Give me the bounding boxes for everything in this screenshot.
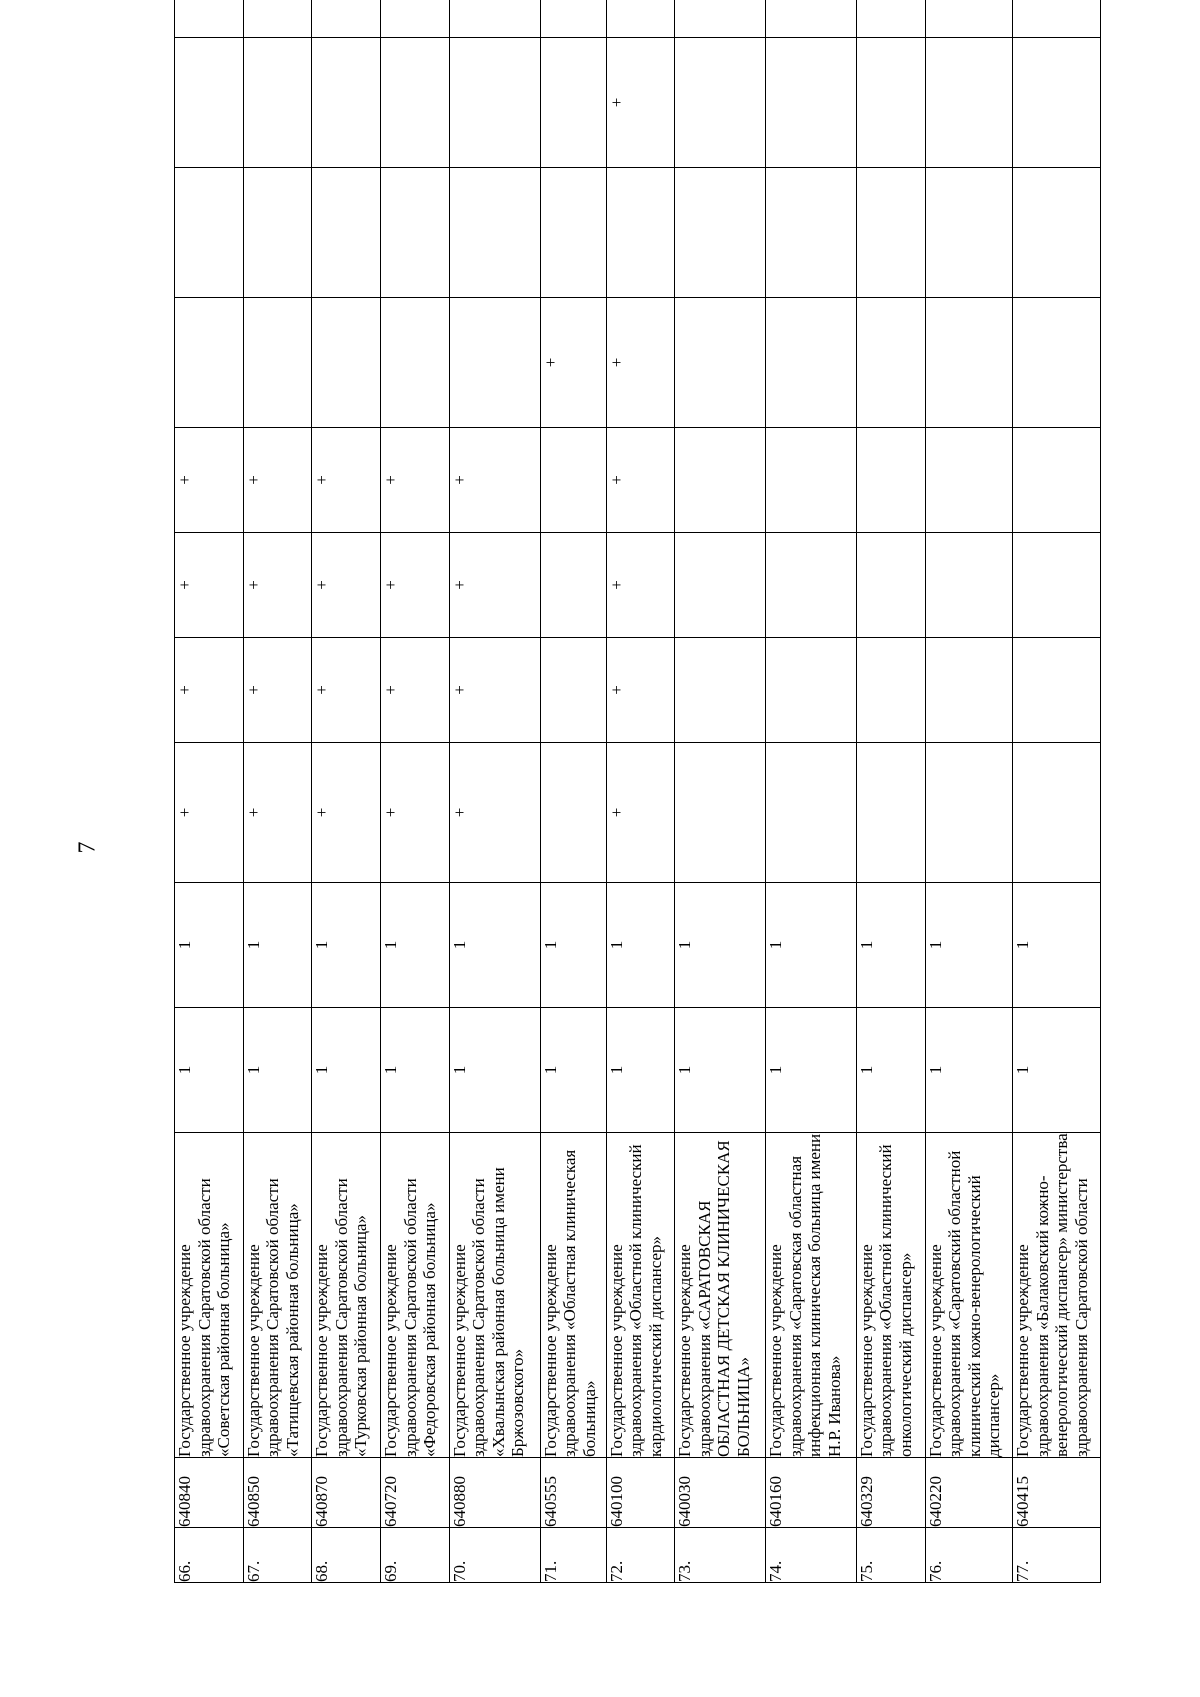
row-number: 71.: [540, 1528, 606, 1583]
institutions-table: [174, 0, 1101, 1583]
mark-cell: +: [243, 533, 312, 638]
mark-cell: [675, 298, 766, 428]
mark-cell: [381, 38, 450, 168]
table-row: [540, 0, 606, 1583]
mark-cell: [1013, 298, 1101, 428]
mark-cell: [856, 533, 925, 638]
mark-cell: [766, 298, 857, 428]
mark-cell: +: [175, 533, 244, 638]
institution-code: 640160: [766, 1458, 857, 1528]
table-row: [606, 0, 675, 1583]
mark-cell: [925, 298, 1013, 428]
row-number: 77.: [1013, 1528, 1101, 1583]
value-cell: 1: [540, 1008, 606, 1133]
mark-cell: [925, 0, 1013, 38]
mark-cell: +: [449, 638, 540, 743]
mark-cell: [675, 168, 766, 298]
table-row: [1013, 0, 1101, 1583]
mark-cell: +: [449, 533, 540, 638]
value-cell: 1: [312, 883, 381, 1008]
mark-cell: +: [606, 298, 675, 428]
institution-code: 640720: [381, 1458, 450, 1528]
mark-cell: [856, 168, 925, 298]
value-cell: 1: [856, 883, 925, 1008]
mark-cell: [766, 0, 857, 38]
institution-code: 640415: [1013, 1458, 1101, 1528]
institution-code: 640329: [856, 1458, 925, 1528]
mark-cell: [175, 38, 244, 168]
mark-cell: [381, 0, 450, 38]
mark-cell: [381, 168, 450, 298]
value-cell: 1: [675, 883, 766, 1008]
institution-name: Государственное учреждение здравоохранения «Саратовский областной клинический кожно-венерологический диспансер»: [925, 1133, 1013, 1458]
mark-cell: [312, 0, 381, 38]
mark-cell: [381, 298, 450, 428]
table-body: [175, 0, 1101, 1583]
row-number: 68.: [312, 1528, 381, 1583]
mark-cell: +: [606, 533, 675, 638]
institution-name: Государственное учреждение здравоохранения «Саратовская областная инфекционная клиническая больница имени Н.Р. Иванова»: [766, 1133, 857, 1458]
mark-cell: [675, 0, 766, 38]
value-cell: 1: [1013, 883, 1101, 1008]
mark-cell: [312, 168, 381, 298]
institution-code: 640880: [449, 1458, 540, 1528]
mark-cell: [925, 638, 1013, 743]
mark-cell: [1013, 638, 1101, 743]
mark-cell: [856, 38, 925, 168]
mark-cell: [312, 298, 381, 428]
institution-name: Государственное учреждение здравоохранения Саратовской области «Федоровская районная больница»: [381, 1133, 450, 1458]
mark-cell: +: [175, 638, 244, 743]
value-cell: 1: [766, 1008, 857, 1133]
mark-cell: [312, 38, 381, 168]
institution-code: 640220: [925, 1458, 1013, 1528]
mark-cell: +: [606, 743, 675, 883]
mark-cell: [675, 533, 766, 638]
value-cell: 1: [606, 1008, 675, 1133]
mark-cell: [766, 638, 857, 743]
mark-cell: [540, 0, 606, 38]
row-number: 69.: [381, 1528, 450, 1583]
row-number: 70.: [449, 1528, 540, 1583]
mark-cell: [449, 0, 540, 38]
table-row: [312, 0, 381, 1583]
table-row: [381, 0, 450, 1583]
value-cell: 1: [175, 1008, 244, 1133]
mark-cell: [243, 168, 312, 298]
mark-cell: [925, 38, 1013, 168]
mark-cell: [675, 38, 766, 168]
row-number: 76.: [925, 1528, 1013, 1583]
mark-cell: [675, 638, 766, 743]
value-cell: 1: [856, 1008, 925, 1133]
mark-cell: +: [312, 638, 381, 743]
mark-cell: [606, 168, 675, 298]
institution-code: 640555: [540, 1458, 606, 1528]
institution-name: Государственное учреждение здравоохранения Саратовской области «Татищевская районная больница»: [243, 1133, 312, 1458]
mark-cell: +: [243, 743, 312, 883]
mark-cell: [449, 298, 540, 428]
mark-cell: [1013, 168, 1101, 298]
institution-name: Государственное учреждение здравоохранения Саратовской области «Советская районная больница»: [175, 1133, 244, 1458]
mark-cell: [606, 0, 675, 38]
value-cell: 1: [449, 1008, 540, 1133]
row-number: 74.: [766, 1528, 857, 1583]
mark-cell: [856, 638, 925, 743]
value-cell: 1: [381, 1008, 450, 1133]
institution-name: Государственное учреждение здравоохранения Саратовской области «Хвалынская районная больница имени Бржозовского»: [449, 1133, 540, 1458]
institution-code: 640030: [675, 1458, 766, 1528]
value-cell: 1: [175, 883, 244, 1008]
mark-cell: +: [381, 638, 450, 743]
row-number: 75.: [856, 1528, 925, 1583]
mark-cell: +: [312, 533, 381, 638]
table-row: [449, 0, 540, 1583]
row-number: 67.: [243, 1528, 312, 1583]
mark-cell: +: [175, 428, 244, 533]
mark-cell: [243, 298, 312, 428]
table-row: [766, 0, 857, 1583]
mark-cell: [540, 428, 606, 533]
mark-cell: [1013, 0, 1101, 38]
mark-cell: [766, 428, 857, 533]
institution-code: 640850: [243, 1458, 312, 1528]
mark-cell: [540, 743, 606, 883]
table-wrapper: [174, 97, 1101, 1583]
mark-cell: +: [243, 428, 312, 533]
institution-name: Государственное учреждение здравоохранения «Балаковский кожно-венерологический диспансер» министерства здравоохранения Саратовской области: [1013, 1133, 1101, 1458]
institution-code: 640870: [312, 1458, 381, 1528]
mark-cell: [1013, 38, 1101, 168]
mark-cell: [766, 533, 857, 638]
row-number: 72.: [606, 1528, 675, 1583]
institution-name: Государственное учреждение здравоохранения «Областная клиническая больница»: [540, 1133, 606, 1458]
mark-cell: [540, 38, 606, 168]
institution-name: Государственное учреждение здравоохранения «САРАТОВСКАЯ ОБЛАСТНАЯ ДЕТСКАЯ КЛИНИЧЕСКАЯ БОЛЬНИЦА»: [675, 1133, 766, 1458]
mark-cell: +: [175, 743, 244, 883]
mark-cell: [766, 38, 857, 168]
table-row: [925, 0, 1013, 1583]
value-cell: 1: [925, 883, 1013, 1008]
table-row: [243, 0, 312, 1583]
mark-cell: [925, 428, 1013, 533]
mark-cell: [1013, 428, 1101, 533]
mark-cell: [856, 428, 925, 533]
mark-cell: [856, 743, 925, 883]
mark-cell: [449, 168, 540, 298]
page-number: 7: [74, 841, 101, 854]
mark-cell: [1013, 743, 1101, 883]
mark-cell: [925, 533, 1013, 638]
mark-cell: +: [312, 428, 381, 533]
mark-cell: [766, 168, 857, 298]
table-row: [175, 0, 244, 1583]
mark-cell: [540, 533, 606, 638]
institution-code: 640840: [175, 1458, 244, 1528]
mark-cell: +: [243, 638, 312, 743]
mark-cell: +: [606, 638, 675, 743]
mark-cell: [925, 168, 1013, 298]
mark-cell: [675, 743, 766, 883]
mark-cell: [449, 38, 540, 168]
mark-cell: +: [312, 743, 381, 883]
mark-cell: +: [606, 38, 675, 168]
mark-cell: [1013, 533, 1101, 638]
table-row: [856, 0, 925, 1583]
mark-cell: +: [449, 428, 540, 533]
mark-cell: [243, 0, 312, 38]
mark-cell: +: [449, 743, 540, 883]
value-cell: 1: [243, 1008, 312, 1133]
institution-name: Государственное учреждение здравоохранения «Областной клинический кардиологический диспансер»: [606, 1133, 675, 1458]
mark-cell: [856, 298, 925, 428]
mark-cell: +: [381, 533, 450, 638]
mark-cell: [766, 743, 857, 883]
value-cell: 1: [1013, 1008, 1101, 1133]
row-number: 73.: [675, 1528, 766, 1583]
mark-cell: +: [540, 298, 606, 428]
institution-code: 640100: [606, 1458, 675, 1528]
value-cell: 1: [243, 883, 312, 1008]
value-cell: 1: [449, 883, 540, 1008]
value-cell: 1: [312, 1008, 381, 1133]
value-cell: 1: [766, 883, 857, 1008]
mark-cell: [175, 0, 244, 38]
mark-cell: [675, 428, 766, 533]
mark-cell: [175, 168, 244, 298]
value-cell: 1: [540, 883, 606, 1008]
mark-cell: +: [381, 743, 450, 883]
row-number: 66.: [175, 1528, 244, 1583]
mark-cell: +: [381, 428, 450, 533]
table-row: [675, 0, 766, 1583]
value-cell: 1: [675, 1008, 766, 1133]
mark-cell: [540, 638, 606, 743]
value-cell: 1: [381, 883, 450, 1008]
mark-cell: +: [606, 428, 675, 533]
mark-cell: [175, 298, 244, 428]
institution-name: Государственное учреждение здравоохранения Саратовской области «Турковская районная больница»: [312, 1133, 381, 1458]
mark-cell: [925, 743, 1013, 883]
mark-cell: [243, 38, 312, 168]
value-cell: 1: [925, 1008, 1013, 1133]
mark-cell: [856, 0, 925, 38]
mark-cell: [540, 168, 606, 298]
value-cell: 1: [606, 883, 675, 1008]
institution-name: Государственное учреждение здравоохранения «Областной клинический онкологический диспансер»: [856, 1133, 925, 1458]
